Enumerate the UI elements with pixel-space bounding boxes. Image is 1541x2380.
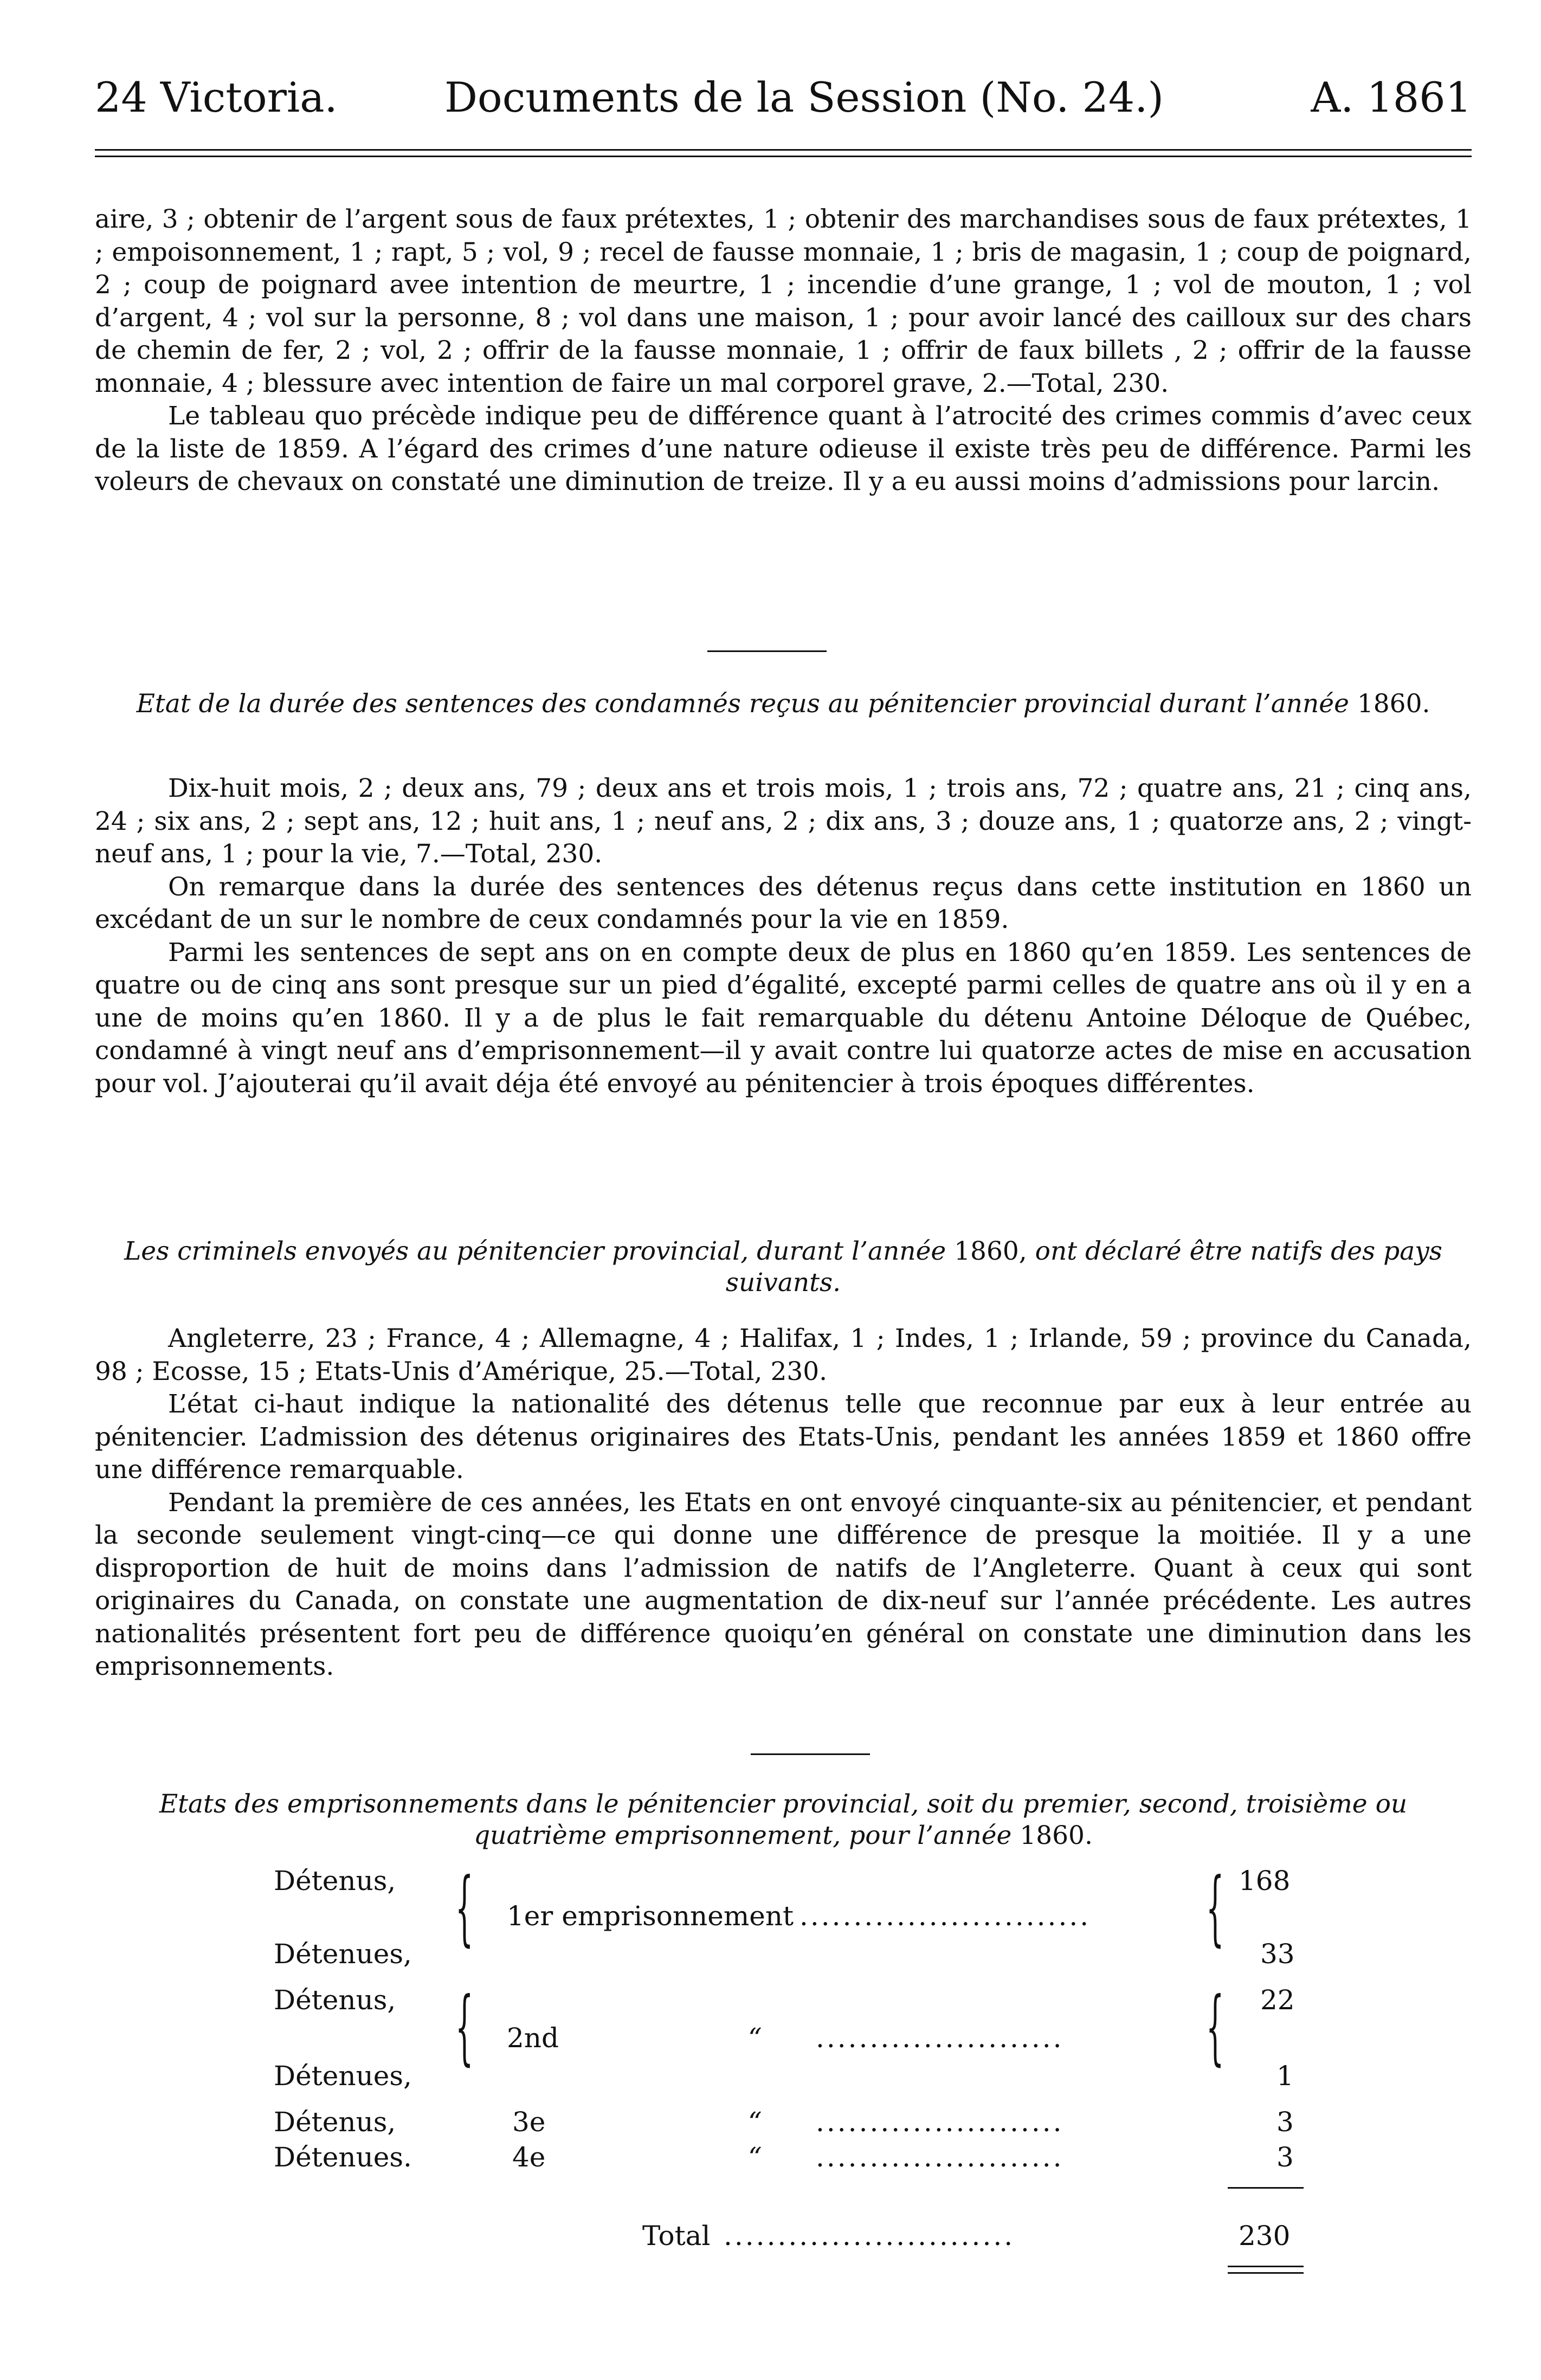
group-label: 2nd (507, 2022, 559, 2054)
row-label: Détenus, (274, 1984, 396, 2016)
header-document-title: Documents de la Session (No. 24.) (444, 73, 1164, 121)
row-value: 3 (1276, 2142, 1294, 2173)
title-year: 1860. (1357, 689, 1430, 719)
title-text: Les criminels envoyés au pénitencier provincial, durant l’année (124, 1236, 946, 1266)
left-brace: { (455, 1980, 474, 2074)
row-label: Détenues, (274, 1938, 412, 1970)
row-label: Détenus, (274, 2106, 396, 2138)
total-label: Total (642, 2220, 711, 2252)
leader-dots: ........................... (724, 2220, 1015, 2252)
ditto-mark: “ (748, 2022, 762, 2054)
title-text: Etat de la durée des sentences des condamnés reçus au pénitencier provincial durant l’année (136, 689, 1349, 719)
row-value: 33 (1260, 1938, 1295, 1970)
paragraph: Angleterre, 23 ; France, 4 ; Allemagne, 4 ; Halifax, 1 ; Indes, 1 ; Irlande, 59 ; province du Canada, 98 ; Ecosse, 15 ; Etats-Unis d’Amérique, 25.—Total, 230. (95, 1324, 1472, 1386)
paragraph: aire, 3 ; obtenir de l’argent sous de faux prétextes, 1 ; obtenir des marchandises sous de faux prétextes, 1 ; empoisonnement, 1 ; rapt, 5 ; vol, 9 ; recel de fausse monnaie, 1 ; bris de magasin, 1 ; coup de poignard, 2 ; coup de poignard avee intention de meurtre, 1 ; incendie d’une grange, 1 ; vol de mouton, 1 ; vol d’argent, 4 ; vol sur la personne, 8 ; vol dans une maison, 1 ; pour avoir lancé des cailloux sur des chars de chemin de fer, 2 ; vol, 2 ; offrir de la fausse monnaie, 1 ; offrir de faux billets , 2 ; offrir de la fausse monnaie, 4 ; blessure avec intention de faire un mal corporel grave, 2.—Total, 230. (95, 204, 1472, 398)
header-year: A. 1861 (1311, 73, 1472, 121)
leader-dots: ....................... (816, 2022, 1064, 2054)
title-year: 1860, (954, 1236, 1027, 1266)
group-label: 1er emprisonnement (507, 1900, 794, 1932)
row-value: 168 (1239, 1865, 1291, 1897)
paragraph: On remarque dans la durée des sentences des détenus reçus dans cette institution en 1860 un excédant de un sur le nombre de ceux condamnés pour la vie en 1859. (95, 872, 1472, 934)
total-double-rule-top (1228, 2266, 1304, 2267)
ditto-mark: “ (748, 2106, 762, 2138)
paragraph: Dix-huit mois, 2 ; deux ans, 79 ; deux ans et trois mois, 1 ; trois ans, 72 ; quatre ans, 21 ; cinq ans, 24 ; six ans, 2 ; sept ans, 12 ; huit ans, 1 ; neuf ans, 2 ; dix ans, 3 ; douze ans, 1 ; quatorze ans, 2 ; vingt-neuf ans, 1 ; pour la vie, 7.—Total, 230. (95, 773, 1472, 869)
group-label: 4e (512, 2142, 546, 2173)
row-label: Détenues. (274, 2142, 412, 2173)
title-year: 1860. (1020, 1821, 1093, 1850)
row-value: 3 (1276, 2106, 1294, 2138)
leader-dots: ....................... (816, 2106, 1064, 2138)
row-label: Détenus, (274, 1865, 396, 1897)
row-value: 1 (1276, 2060, 1294, 2092)
ditto-mark: “ (748, 2142, 762, 2173)
total-double-rule-bottom (1228, 2272, 1304, 2274)
subtotal-rule (1228, 2187, 1304, 2189)
row-label: Détenues, (274, 2060, 412, 2092)
right-brace: { (1206, 1861, 1224, 1955)
right-brace: { (1206, 1980, 1224, 2074)
title-text-end: ont déclaré être natifs des pays suivants. (725, 1236, 1442, 1298)
leader-dots: ........................... (799, 1900, 1091, 1932)
left-brace: { (455, 1861, 474, 1955)
paragraph: L’état ci-haut indique la nationalité des détenus telle que reconnue par eux à leur entrée au pénitencier. L’admission des détenus originaires des Etats-Unis, pendant les années 1859 et 1860 offre une différence remarquable. (95, 1389, 1472, 1485)
group-label: 3e (512, 2106, 546, 2138)
total-value: 230 (1239, 2220, 1291, 2252)
row-value: 22 (1260, 1984, 1295, 2016)
title-text: Etats des emprisonnements dans le pénitencier provincial, soit du premier, second, troisième ou quatrième emprisonnement, pour l’année (159, 1789, 1408, 1850)
paragraph: Parmi les sentences de sept ans on en compte deux de plus en 1860 qu’en 1859. Les sentences de quatre ou de cinq ans sont presque sur un pied d’égalité, excepté parmi celles de quatre ans où il y en a une de moins qu’en 1860. Il y a de plus le fait remarquable du détenu Antoine Déloque de Québec, condamné à vingt neuf ans d’emprisonnement—il y avait contre lui quatorze actes de mise en accusation pour vol. J’ajouterai qu’il avait déja été envoyé au pénitencier à trois époques différentes. (95, 937, 1472, 1099)
header-regnal-year: 24 Victoria. (95, 73, 338, 121)
leader-dots: ....................... (816, 2142, 1064, 2173)
paragraph: Le tableau quo précède indique peu de différence quant à l’atrocité des crimes commis d’avec ceux de la liste de 1859. A l’égard des crimes d’une nature odieuse il existe très peu de différence. Parmi les voleurs de chevaux on constaté une diminution de treize. Il y a eu aussi moins d’admissions pour larcin. (95, 401, 1472, 496)
imprisonment-table (95, 0, 1472, 2380)
paragraph: Pendant la première de ces années, les Etats en ont envoyé cinquante-six au pénitencier, et pendant la seconde seulement vingt-cinq—ce qui donne une différence de presque la moitiée. Il y a une disproportion de huit de moins dans l’admission de natifs de l’Angleterre. Quant à ceux qui sont originaires du Canada, on constate une augmentation de dix-neuf sur l’année précédente. Les autres nationalités présentent fort peu de différence quoiqu’en général on constate une diminution dans les emprisonnements. (95, 1487, 1472, 1681)
